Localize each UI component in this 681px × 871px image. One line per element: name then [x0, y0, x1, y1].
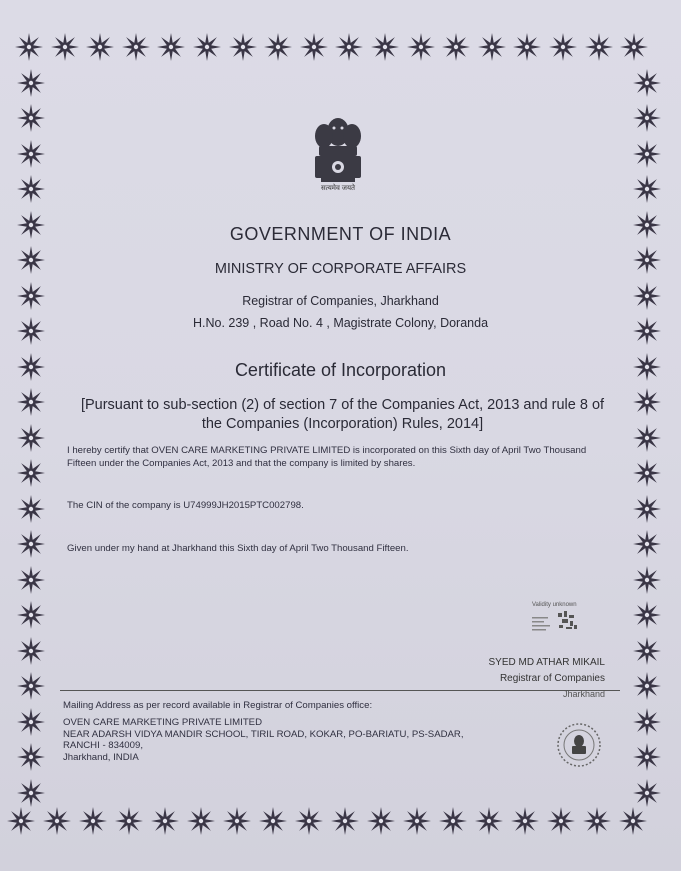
border-star-icon [632, 423, 662, 453]
border-star-icon [438, 806, 468, 836]
office-address: H.No. 239 , Road No. 4 , Magistrate Colony, Doranda [192, 316, 489, 330]
border-star-icon [16, 458, 46, 488]
registrar-office: Registrar of Companies, Jharkhand [242, 294, 439, 308]
ministry-heading: MINISTRY OF CORPORATE AFFAIRS [214, 261, 467, 277]
border-star-icon [510, 806, 540, 836]
emblem-caption: सत्यमेव जयते [320, 185, 356, 192]
border-star-icon [299, 32, 329, 62]
border-star-icon [114, 806, 144, 836]
border-star-icon [330, 806, 360, 836]
border-star-icon [14, 32, 44, 62]
border-star-icon [334, 32, 364, 62]
border-star-icon [192, 32, 222, 62]
divider-line [60, 690, 620, 691]
border-star-icon [632, 778, 662, 808]
border-star-icon [42, 806, 72, 836]
border-star-icon [632, 600, 662, 630]
mailing-address [63, 717, 533, 763]
digital-signature-mark-icon [528, 603, 588, 637]
mailing-company: OVEN CARE MARKETING PRIVATE LIMITED [63, 717, 263, 728]
border-star-icon [85, 32, 115, 62]
border-star-icon [16, 671, 46, 701]
pursuant-clause: [Pursuant to sub-section (2) of section 7 of the Companies Act, 2013 and rule 8 of the Companies (Incorporation) Rules, 2014] [80, 397, 605, 432]
border-star-icon [16, 423, 46, 453]
signature-validity-label: Validity unknown [532, 602, 577, 608]
border-star-icon [258, 806, 288, 836]
border-star-icon [222, 806, 252, 836]
border-star-icon [228, 32, 258, 62]
border-star-icon [632, 139, 662, 169]
border-star-icon [16, 707, 46, 737]
border-star-icon [16, 387, 46, 417]
border-star-icon [16, 565, 46, 595]
border-star-icon [632, 387, 662, 417]
border-star-icon [632, 671, 662, 701]
border-star-icon [632, 68, 662, 98]
border-star-icon [150, 806, 180, 836]
border-star-icon [16, 174, 46, 204]
border-star-icon [16, 139, 46, 169]
mailing-address-label: Mailing Address as per record available in Registrar of Companies office: [63, 700, 373, 711]
border-star-icon [584, 32, 614, 62]
border-star-icon [632, 636, 662, 666]
border-star-icon [632, 103, 662, 133]
border-star-icon [548, 32, 578, 62]
ministry-seal-icon [556, 722, 602, 768]
signer-name: SYED MD ATHAR MIKAIL [488, 657, 605, 668]
border-star-icon [294, 806, 324, 836]
border-star-icon [156, 32, 186, 62]
border-star-icon [632, 174, 662, 204]
border-star-icon [546, 806, 576, 836]
border-star-icon [186, 806, 216, 836]
mailing-line-2: RANCHI - 834009, [63, 740, 143, 751]
border-star-icon [263, 32, 293, 62]
border-star-icon [618, 806, 648, 836]
border-star-icon [632, 458, 662, 488]
border-star-icon [16, 636, 46, 666]
border-star-icon [6, 806, 36, 836]
border-star-icon [16, 494, 46, 524]
mailing-line-3: Jharkhand, INDIA [63, 751, 139, 763]
border-star-icon [632, 529, 662, 559]
border-star-icon [477, 32, 507, 62]
border-star-icon [632, 565, 662, 595]
border-star-icon [16, 600, 46, 630]
signer-designation: Registrar of Companies [499, 673, 605, 684]
border-star-icon [632, 742, 662, 772]
signer-state: Jharkhand [562, 689, 605, 699]
border-star-icon [78, 806, 108, 836]
border-star-icon [50, 32, 80, 62]
certify-paragraph: I hereby certify that OVEN CARE MARKETING PRIVATE LIMITED is incorporated on this Sixth day of April Two Thousand Fifteen under the Companies Act, 2013 and that the company is limited by shares. [67, 445, 587, 469]
border-star-icon [441, 32, 471, 62]
border-star-icon [16, 103, 46, 133]
border-star-icon [582, 806, 612, 836]
border-star-icon [366, 806, 396, 836]
border-star-icon [512, 32, 542, 62]
government-heading: GOVERNMENT OF INDIA [229, 224, 452, 244]
mailing-line-1: NEAR ADARSH VIDYA MANDIR SCHOOL, TIRIL ROAD, KOKAR, PO-BARIATU, PS-SADAR, [63, 728, 464, 740]
border-star-icon [121, 32, 151, 62]
border-star-icon [619, 32, 649, 62]
border-star-icon [16, 68, 46, 98]
cin-paragraph: The CIN of the company is U74999JH2015PTC002798. [67, 500, 304, 511]
border-star-icon [16, 529, 46, 559]
border-star-icon [402, 806, 432, 836]
given-paragraph: Given under my hand at Jharkhand this Sixth day of April Two Thousand Fifteen. [67, 543, 409, 554]
border-star-icon [632, 707, 662, 737]
border-star-icon [632, 494, 662, 524]
border-star-icon [370, 32, 400, 62]
border-star-icon [474, 806, 504, 836]
border-star-icon [16, 778, 46, 808]
certificate-title: Certificate of Incorporation [234, 360, 447, 380]
border-star-icon [16, 742, 46, 772]
border-star-icon [406, 32, 436, 62]
